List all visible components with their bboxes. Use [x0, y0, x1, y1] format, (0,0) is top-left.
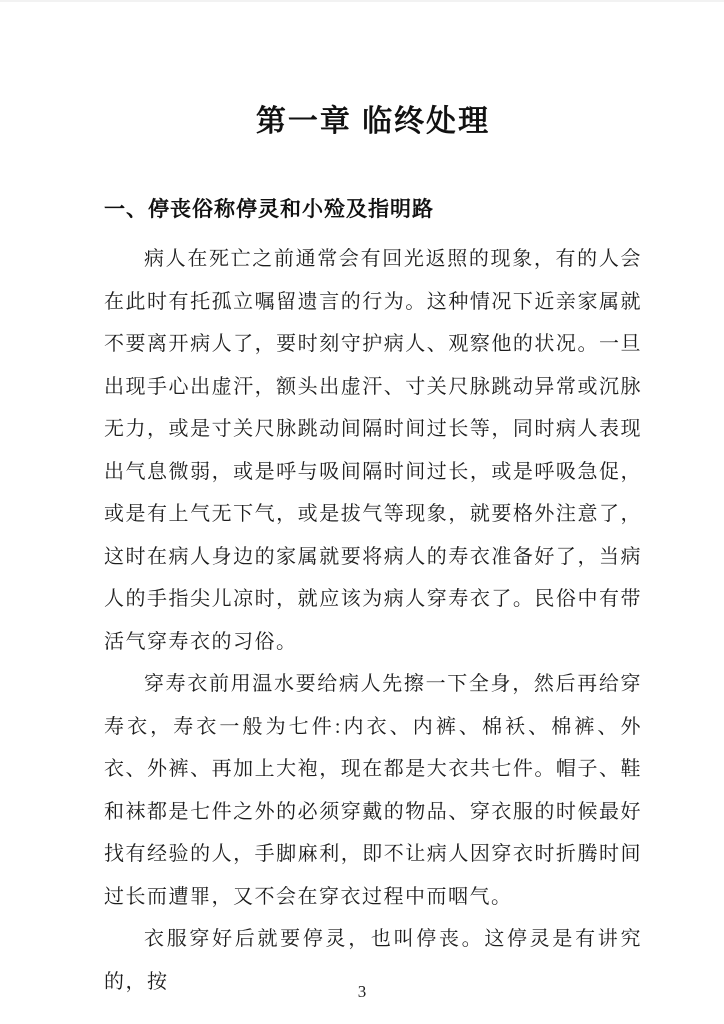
paragraph: 病人在死亡之前通常会有回光返照的现象，有的人会在此时有托孤立嘱留遗言的行为。这种情况下近亲家属就不要离开病人了，要时刻守护病人、观察他的状况。一旦出现手心出虚汗，额头出虚汗、寸关尺脉跳动异常或沉脉无力，或是寸关尺脉跳动间隔时间过长等，同时病人表现出气息微弱，或是呼与吸间隔时间过长，或是呼吸急促，或是有上气无下气，或是拔气等现象，就要格外注意了，这时在病人身边的家属就要将病人的寿衣准备好了，当病人的手指尖儿凉时，就应该为病人穿寿衣了。民俗中有带活气穿寿衣的习俗。 — [104, 248, 642, 653]
chapter-title: 第一章 临终处理 — [255, 105, 491, 138]
page-number: 3 — [357, 982, 367, 1001]
body-text — [104, 238, 642, 1003]
paragraph: 衣服穿好后就要停灵，也叫停丧。这停灵是有讲究的，按 — [104, 928, 642, 993]
section-heading: 一、停丧俗称停灵和小殓及指明路 — [104, 198, 434, 221]
paragraph: 穿寿衣前用温水要给病人先擦一下全身，然后再给穿寿衣，寿衣一般为七件:内衣、内裤、棉袄、棉裤、外衣、外裤、再加上大袍，现在都是大衣共七件。帽子、鞋和袜都是七件之外的必须穿戴的物品、穿衣服的时候最好找有经验的人，手脚麻利，即不让病人因穿衣时折腾时间过长而遭罪，又不会在穿衣过程中而咽气。 — [104, 673, 642, 908]
text-block — [104, 2, 642, 1003]
